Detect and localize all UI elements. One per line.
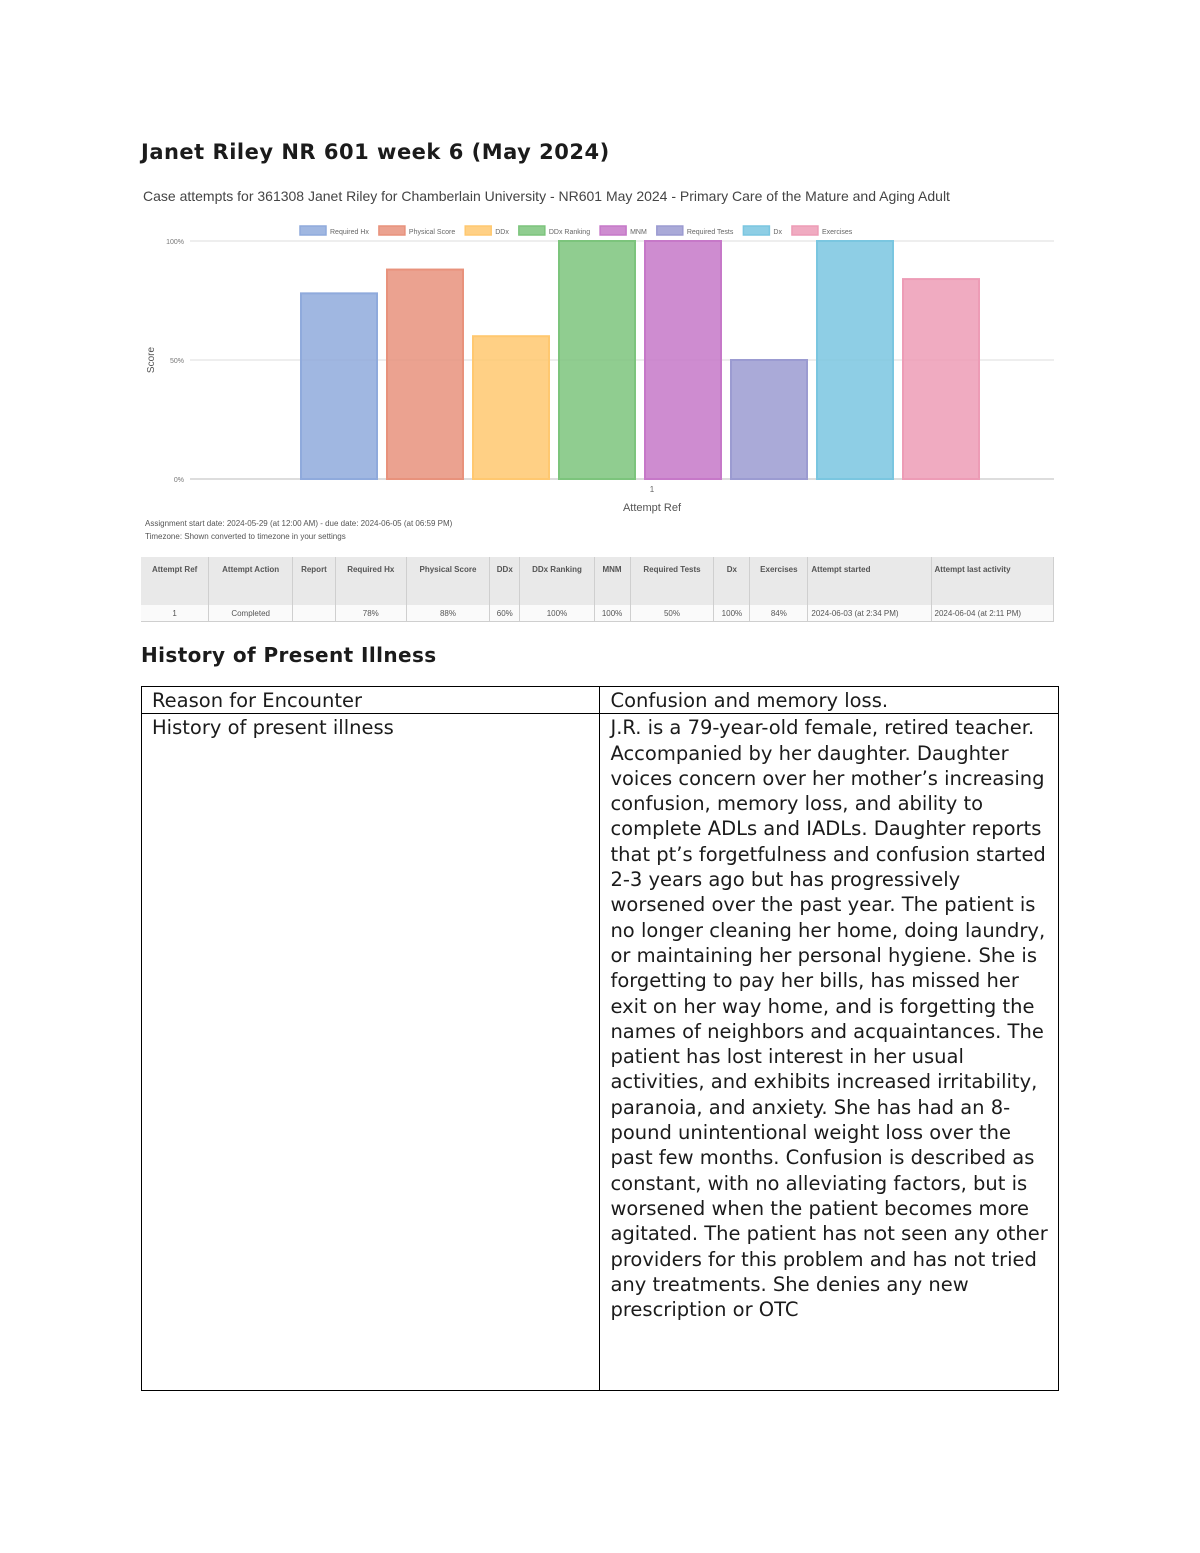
attempts-cell: Completed — [209, 605, 293, 622]
history-row — [142, 714, 1059, 1391]
attempts-header-physical-score: Physical Score — [406, 557, 490, 605]
bar-required-tests — [731, 360, 807, 479]
attempts-cell: 84% — [750, 605, 808, 622]
hpi-table — [141, 686, 1059, 1391]
history-value: J.R. is a 79-year-old female, retired teacher. Accompanied by her daughter. Daughter voices concern over her mother’s increasing confusion, memory loss, and ability to complete ADLs and IADLs. Daughter reports that pt’s forgetfulness and confusion started 2-3 years ago but has progressively worsened over the past year. The patient is no longer cleaning her home, doing laundry, or maintaining her personal hygiene. She is forgetting to pay her bills, has missed her exit on her way home, and is forgetting the names of neighbors and acquaintances. The patient has lost interest in her usual activities, and exhibits increased irritability, paranoia, and anxiety. She has had an 8-pound unintentional weight loss over the past few months. Confusion is described as constant, with no alleviating factors, but is worsened when the patient becomes more agitated. The patient has not seen any other providers for this problem and has not tried any treatments. She denies any new prescription or OTC — [600, 714, 1059, 1391]
timezone-note: Timezone: Shown converted to timezone in your settings — [145, 532, 346, 541]
attempts-cell: 1 — [141, 605, 209, 622]
attempts-cell: 100% — [714, 605, 750, 622]
legend-label-ddx-ranking: DDx Ranking — [548, 229, 591, 236]
hpi-heading: History of Present Illness — [141, 643, 437, 667]
attempts-cell: 50% — [630, 605, 714, 622]
legend-label-mnm: MNM — [630, 229, 647, 236]
y-tick-label: 0% — [173, 477, 184, 484]
attempts-header-attempt-started: Attempt started — [808, 557, 931, 605]
y-tick-label: 100% — [166, 239, 184, 246]
legend-label-dx: Dx — [773, 229, 782, 236]
legend-swatch-ddx — [465, 226, 491, 235]
attempts-cell: 60% — [490, 605, 520, 622]
legend-swatch-exercises — [792, 226, 818, 235]
bar-dx — [817, 241, 893, 479]
reason-label: Reason for Encounter — [142, 687, 600, 714]
legend-label-required-hx: Required Hx — [330, 229, 369, 236]
x-tick-label: 1 — [649, 485, 655, 494]
attempts-cell[interactable] — [293, 605, 336, 622]
bar-ddx — [473, 336, 549, 479]
y-axis-label: Score — [146, 346, 157, 374]
reason-value: Confusion and memory loss. — [600, 687, 1059, 714]
attempts-header-mnm: MNM — [594, 557, 630, 605]
y-tick-label: 50% — [169, 358, 184, 365]
chart-title: Case attempts for 361308 Janet Riley for Chamberlain University - NR601 May 2024 - Primary Care of the Mature and Aging Adult — [143, 188, 950, 204]
attempts-cell: 100% — [594, 605, 630, 622]
attempts-header-attempt-ref: Attempt Ref — [141, 557, 209, 605]
attempts-cell: 100% — [520, 605, 594, 622]
attempts-row — [141, 605, 1054, 622]
attempt-score-chart — [140, 215, 1056, 515]
legend-label-ddx: DDx — [495, 229, 509, 236]
chart-legend — [300, 226, 853, 236]
legend-swatch-dx — [743, 226, 769, 235]
attempts-header-attempt-last-activity: Attempt last activity — [931, 557, 1053, 605]
attempts-table-header — [141, 557, 1054, 605]
bar-mnm — [645, 241, 721, 479]
reason-row — [142, 687, 1059, 714]
attempts-header-ddx-ranking: DDx Ranking — [520, 557, 594, 605]
attempts-header-dx: Dx — [714, 557, 750, 605]
legend-swatch-required-tests — [657, 226, 683, 235]
legend-label-required-tests: Required Tests — [686, 229, 734, 236]
attempts-cell: 88% — [406, 605, 490, 622]
legend-swatch-ddx-ranking — [519, 226, 545, 235]
bar-exercises — [903, 279, 979, 479]
attempts-cell: 78% — [335, 605, 406, 622]
attempts-header-ddx: DDx — [490, 557, 520, 605]
bar-physical-score — [387, 270, 463, 479]
assignment-dates: Assignment start date: 2024-05-29 (at 12:00 AM) - due date: 2024-06-05 (at 06:59 PM) — [145, 519, 453, 528]
bar-required-hx — [301, 293, 377, 479]
bar-ddx-ranking — [559, 241, 635, 479]
attempts-cell: 2024-06-03 (at 2:34 PM) — [808, 605, 931, 622]
attempts-header-report: Report — [293, 557, 336, 605]
document-title: Janet Riley NR 601 week 6 (May 2024) — [141, 140, 610, 164]
attempts-table — [141, 557, 1054, 622]
attempts-header-exercises: Exercises — [750, 557, 808, 605]
history-label: History of present illness — [142, 714, 600, 1391]
legend-label-exercises: Exercises — [821, 229, 853, 236]
legend-swatch-required-hx — [300, 226, 326, 235]
x-axis-label: Attempt Ref — [622, 502, 682, 514]
attempts-header-attempt-action: Attempt Action — [209, 557, 293, 605]
legend-swatch-physical-score — [379, 226, 405, 235]
legend-swatch-mnm — [600, 226, 626, 235]
attempts-cell: 2024-06-04 (at 2:11 PM) — [931, 605, 1053, 622]
attempts-header-required-hx: Required Hx — [335, 557, 406, 605]
attempts-header-required-tests: Required Tests — [630, 557, 714, 605]
legend-label-physical-score: Physical Score — [408, 229, 456, 236]
